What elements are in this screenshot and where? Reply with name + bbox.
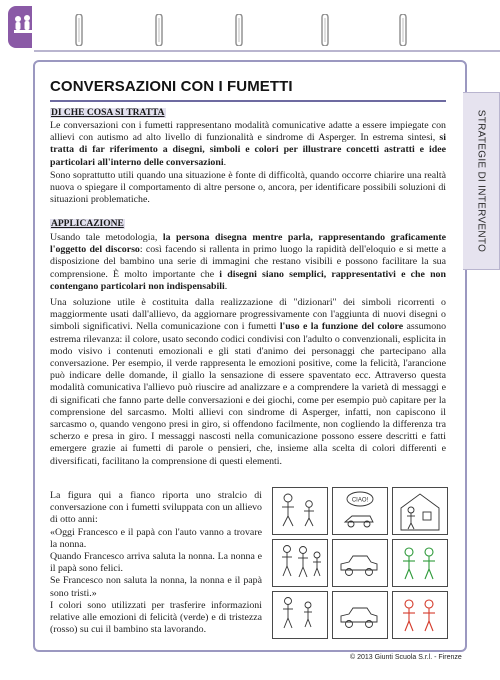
- binder-ring-icon: [154, 14, 164, 46]
- comic-cell-family: [272, 487, 328, 535]
- binder-ring-icon: [320, 14, 330, 46]
- quote-line: Quando Francesco arriva saluta la nonna. La nonna e il papà sono felici.: [50, 551, 262, 575]
- comic-cell-car-2: [332, 591, 388, 639]
- binder-ring-icon: [234, 14, 244, 46]
- paragraph-usefulness: Sono soprattutto utili quando una situazione è fonte di difficoltà, quando occorre chiarire una realtà nuova o spiegare il comportamento di altre persone o, ancora, per identificare possibili soluzioni di situazioni problematiche.: [50, 170, 446, 206]
- section-heading-what-is: DI CHE COSA SI TRATTA: [51, 108, 165, 118]
- comic-conversation-figure: [272, 487, 448, 637]
- binder-ring-icon: [74, 14, 84, 46]
- binder-ring-icon: [398, 14, 408, 46]
- header-rule: [34, 50, 500, 52]
- children-group-icon: [8, 6, 48, 48]
- page-title: CONVERSAZIONI CON I FUMETTI: [50, 78, 293, 95]
- copyright-footer: © 2013 Giunti Scuola S.r.l. - Firenze: [350, 654, 462, 661]
- comic-cell-people: [272, 539, 328, 587]
- comic-cell-greeting: [332, 487, 388, 535]
- section-heading-application: APPLICAZIONE: [51, 219, 124, 229]
- quote-line: Se Francesco non saluta la nonna, la nonna e il papà sono tristi.»: [50, 575, 262, 599]
- paragraph-method: Usando tale metodologia, la persona disegna mentre parla, rappresentando graficamente l'oggetto del discorso: così facendo si rallenta in primo luogo la rapidità dell'eloquio e si mette a disposizione del bambino una serie di immagini che restano visibili e possono facilitare la sua comprensione. È molto importante che i disegni siano semplici, rappresentativi e che non contengano particolari non indispensabili.: [50, 232, 446, 292]
- quote-line: «Oggi Francesco e il papà con l'auto vanno a trovare la nonna.: [50, 526, 262, 550]
- comic-cell-family-2: [272, 591, 328, 639]
- figure-closing: I colori sono utilizzati per trasferire informazioni relative alle emozioni di felicità (verde) e di tristezza (rosso) su cui il bambino sta lavorando.: [50, 599, 262, 636]
- comic-cell-sad: [392, 591, 448, 639]
- side-tab-label: STRATEGIE DI INTERVENTO: [475, 109, 487, 253]
- speech-bubble-text: CIAO!: [351, 497, 369, 504]
- section-side-tab: [463, 92, 500, 270]
- comic-cell-house: [392, 487, 448, 535]
- figure-intro: La figura qui a fianco riporta uno stralcio di conversazione con i fumetti sviluppata con un allievo di otto anni:: [50, 490, 262, 526]
- paragraph-intro: Le conversazioni con i fumetti rappresentano modalità comunicative adatte a essere impiegate con allievi con autismo ad alto livello di funzionalità e sindrome di Asperger. In estrema sintesi, si tratta di far riferimento a disegni, simboli e colori per illustrare concetti astratti e idee particolari all'interno delle conversazioni.: [50, 120, 446, 168]
- figure-description: [50, 490, 262, 636]
- title-rule: [50, 100, 446, 102]
- paragraph-dictionary-color: Una soluzione utile è costituita dalla realizzazione di "dizionari" dei simboli ricorrenti o maggiormente usati dall'allievo, da aggiornare progressivamente con l'aggiunta di nuovi disegni o simboli significativi. Nella comunicazione con i fumetti l'uso e la funzione del colore assumono estrema rilevanza: il colore, usato secondo codici condivisi con l'adulto o convenzionali, esplicita in modo visivo i contenuti emozionali e gli stati d'animo dei personaggi che partecipano alla conversazione. Per esempio, il verde rappresenta le emozioni positive, come la felicità, l'arancione può indicare delle domande, il giallo la sensazione di essere spaventato ecc. Attraverso questa modalità comunicativa l'allievo può riuscire ad analizzare e a comprendere la varietà di messaggi e di significati che fanno parte delle conversazioni e dei giochi, come per esempio può capitare per la comprensione del sarcasmo. Molti allievi con sindrome di Asperger, infatti, non capiscono il sarcasmo o, quando vengono presi in giro, si offendono facilmente, non cogliendo la differenza tra scherzo e presa in giro. I messaggi nascosti nella comunicazione possono essere descritti e fatti emergere grazie ai fumetti di parole o pensieri, che, insieme alla scelta di colori differenti e diversificati, facilitano la comprensione di questi elementi.: [50, 297, 447, 467]
- comic-cell-car: [332, 539, 388, 587]
- comic-cell-happy: [392, 539, 448, 587]
